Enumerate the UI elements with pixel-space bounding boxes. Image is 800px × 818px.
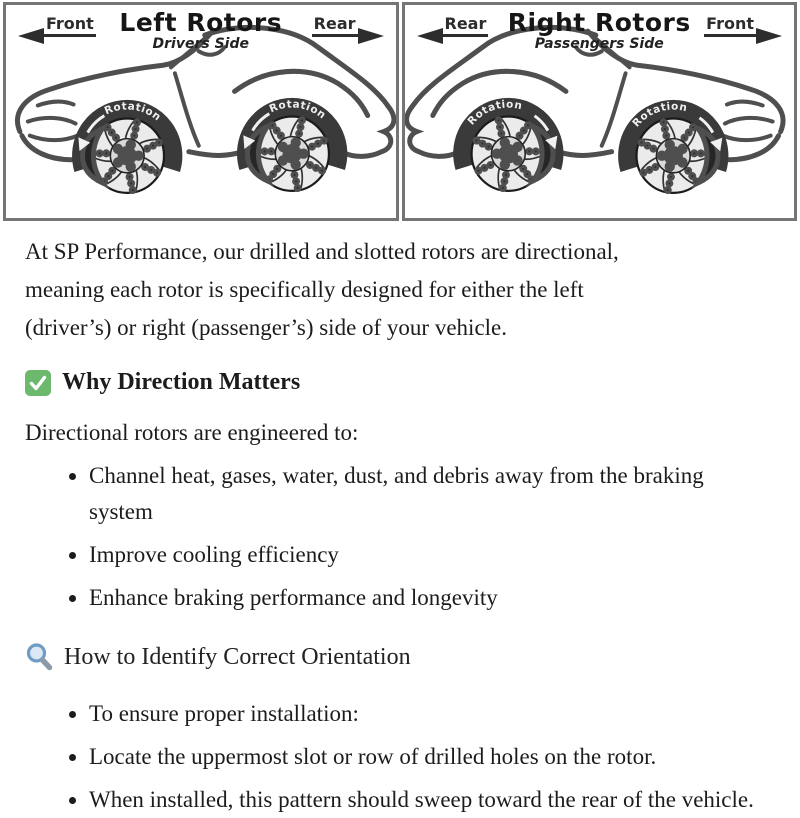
panel-subtitle: Passengers Side bbox=[534, 36, 664, 52]
list-item: • Improve cooling efficiency bbox=[89, 537, 754, 573]
svg-text:Rotation: Rotation bbox=[629, 100, 689, 130]
check-mark-icon bbox=[25, 370, 51, 396]
article-body bbox=[0, 221, 800, 818]
intro-line: (driver’s) or right (passenger’s) side of your vehicle. bbox=[25, 315, 508, 340]
intro-line: meaning each rotor is specifically designed for either the left bbox=[25, 277, 584, 302]
magnifying-glass-icon bbox=[25, 642, 53, 672]
heading-text: Why Direction Matters bbox=[62, 369, 301, 395]
front-direction-label bbox=[704, 15, 782, 37]
edge-label-text: Rear bbox=[443, 15, 489, 37]
rear-direction-label bbox=[312, 15, 384, 37]
panel-title: Right Rotors bbox=[507, 8, 691, 37]
rear-direction-label bbox=[417, 15, 489, 37]
right-arrow-icon bbox=[358, 28, 384, 44]
list-item: • To ensure proper installation: bbox=[89, 696, 754, 732]
list-item: • When installed, this pattern should sweep toward the rear of the vehicle. bbox=[89, 782, 754, 818]
list-item: • Enhance braking performance and longevity bbox=[89, 580, 754, 616]
front-direction-label bbox=[18, 15, 96, 37]
panel-title: Left Rotors bbox=[119, 8, 283, 37]
list-item: • Locate the uppermost slot or row of drilled holes on the rotor. bbox=[89, 739, 754, 775]
edge-label-text: Rear bbox=[312, 15, 358, 37]
edge-label-text: Front bbox=[44, 15, 96, 37]
left-arrow-icon bbox=[18, 28, 44, 44]
benefits-list bbox=[25, 458, 772, 616]
why-direction-heading bbox=[25, 369, 772, 396]
svg-text:Rotation: Rotation bbox=[267, 98, 329, 122]
right-arrow-icon bbox=[756, 28, 782, 44]
intro-line: At SP Performance, our drilled and slotted rotors are directional, bbox=[25, 239, 619, 264]
identify-orientation-heading bbox=[25, 642, 772, 672]
list-item: • Channel heat, gases, water, dust, and debris away from the braking system bbox=[89, 458, 754, 530]
heading-text: How to Identify Correct Orientation bbox=[64, 643, 411, 670]
diagram-panel-left bbox=[3, 2, 399, 221]
edge-label-text: Front bbox=[704, 15, 756, 37]
rotor-direction-diagram bbox=[3, 2, 797, 221]
svg-text:Rotation: Rotation bbox=[102, 100, 164, 124]
svg-text:Rotation: Rotation bbox=[464, 98, 524, 128]
left-arrow-icon bbox=[417, 28, 443, 44]
diagram-panel-right bbox=[402, 2, 798, 221]
panel-subtitle: Drivers Side bbox=[152, 36, 249, 52]
intro-paragraph bbox=[25, 233, 772, 347]
engineered-to-lead: Directional rotors are engineered to: bbox=[25, 420, 359, 445]
